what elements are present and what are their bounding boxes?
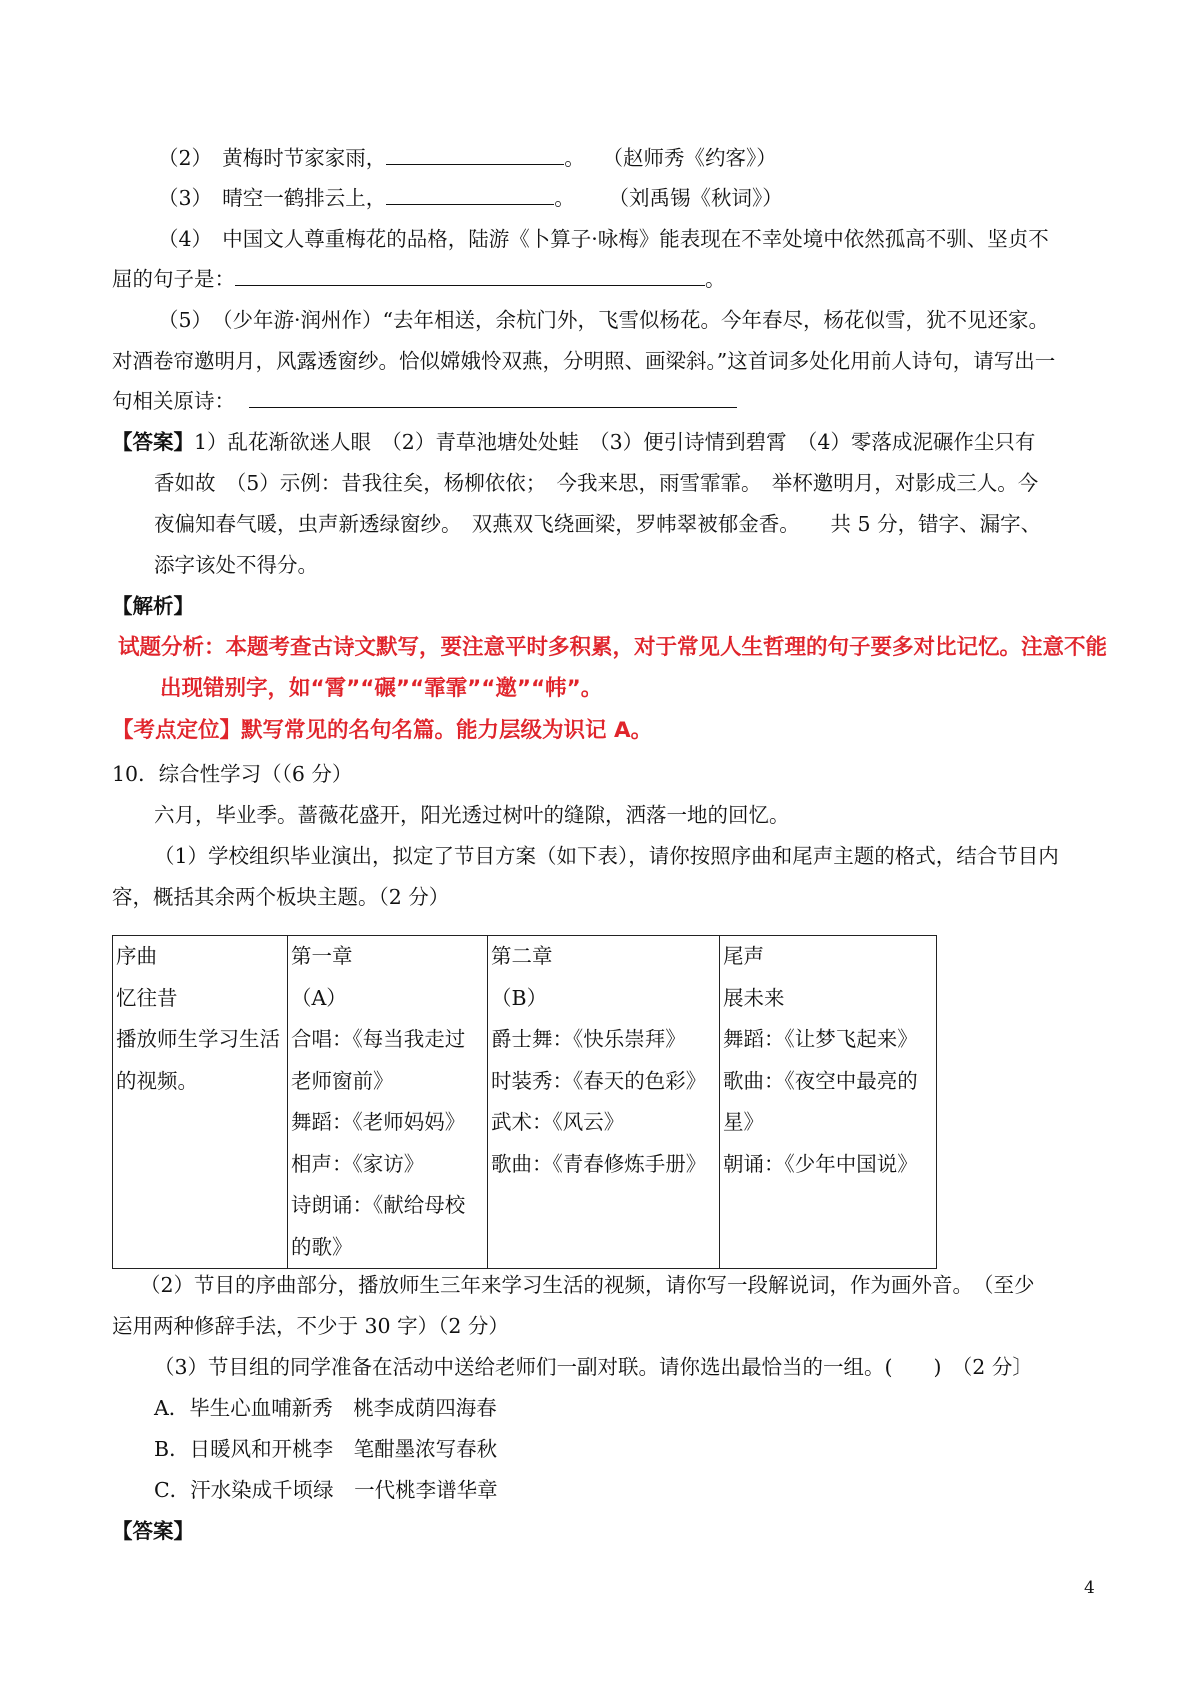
- analysis-line2: 出现错别字，如“霄”“碾”“霏霏”“邀”“帏”。: [160, 676, 603, 701]
- knowledge-point: 【考点定位】默写常见的名句名篇。能力层级为识记 A。: [112, 718, 653, 743]
- q9-item2-source: （赵师秀《约客》）: [612, 146, 777, 170]
- q10-answer-label: 【答案】: [112, 1519, 194, 1543]
- option-b[interactable]: B．日暖风和开桃李 笔酣墨浓写春秋: [154, 1437, 498, 1461]
- q9-item4-line1: （4） 中国文人尊重梅花的品格，陆游《卜算子·咏梅》能表现在不幸处境中依然孤高不驯、坚贞不: [158, 227, 1049, 251]
- q9-answer-line4: 添字该处不得分。: [154, 553, 318, 577]
- column-prelude: 序曲 忆往昔 播放师生学习生活 的视频。: [113, 936, 288, 1269]
- answer-label: 【答案】: [112, 430, 194, 454]
- q10-sub1-line1: （1）学校组织毕业演出，拟定了节目方案（如下表），请你按照序曲和尾声主题的格式，结合节目内: [154, 844, 1059, 868]
- q9-item3-source: （刘禹锡《秋词》）: [618, 186, 783, 210]
- program-table: [112, 935, 937, 1269]
- q10-sub2-line2: 运用两种修辞手法，不少于 30 字）（2 分）: [112, 1314, 509, 1338]
- column-epilogue: 尾声 展未来 舞蹈：《让梦飞起来》 歌曲：《夜空中最亮的 星》 朝诵：《少年中国说》: [720, 936, 937, 1269]
- q10-sub3-line1: （3）节目组的同学准备在活动中送给老师们一副对联。请你选出最恰当的一组。( ) （2 分〕: [154, 1355, 1033, 1379]
- q10-sub1-line2: 容，概括其余两个板块主题。（2 分）: [112, 885, 450, 909]
- q9-item2-blank[interactable]: [386, 144, 564, 165]
- analysis-label: 【解析】: [112, 594, 194, 618]
- q9-item5-line3: 句相关原诗：: [112, 387, 737, 415]
- column-chapter-two: 第二章 （B） 爵士舞：《快乐崇拜》 时装秀：《春天的色彩》 武术：《风云》 歌曲：《青春修炼手册》: [488, 936, 720, 1269]
- q9-item4-blank[interactable]: [235, 265, 705, 286]
- q9-item2: （2） 黄梅时节家家雨， 。 （赵师秀《约客》）: [158, 146, 777, 170]
- column-chapter-one: 第一章 （A） 合唱：《每当我走过 老师窗前》 舞蹈：《老师妈妈》 相声：《家访》 诗朗诵：《献给母校 的歌》: [288, 936, 488, 1269]
- q9-item3-text: （3） 晴空一鹤排云上，: [158, 186, 387, 210]
- page-number: 4: [1084, 1578, 1095, 1598]
- option-a[interactable]: A．毕生心血哺新秀 桃李成荫四海春: [154, 1396, 497, 1420]
- q9-answer-line2: 香如故 （5）示例：昔我往矣，杨柳依依； 今我来思，雨雪霏霏。 举杯邀明月，对影成三人。今: [154, 471, 1039, 495]
- option-c[interactable]: C．汗水染成千顷绿 一代桃李谱华章: [154, 1478, 498, 1502]
- q10-title: 10．综合性学习（（6 分）: [112, 762, 353, 786]
- blank-a[interactable]: （A）: [291, 985, 347, 1010]
- q10-intro: 六月，毕业季。蔷薇花盛开，阳光透过树叶的缝隙，洒落一地的回忆。: [154, 803, 790, 827]
- q9-item4-line2: 屈的句子是： 。: [112, 267, 726, 291]
- q9-answer-line3: 夜偏知春气暖，虫声新透绿窗纱。 双燕双飞绕画梁，罗帏翠被郁金香。 共 5 分，错字、漏字、: [154, 512, 1042, 536]
- q9-item3-blank[interactable]: [386, 184, 554, 205]
- q10-sub2-line1: （2）节目的序曲部分，播放师生三年来学习生活的视频，请你写一段解说词，作为画外音。 （至少: [140, 1273, 1035, 1297]
- q9-item2-text: （2） 黄梅时节家家雨，: [158, 146, 387, 170]
- q9-item3: （3） 晴空一鹤排云上， 。 （刘禹锡《秋词》）: [158, 186, 783, 210]
- q9-item5-line2: 对酒卷帘邀明月，风露透窗纱。恰似嫦娥怜双燕，分明照、画梁斜。”这首词多处化用前人诗句，请写出一: [112, 349, 1056, 373]
- blank-b[interactable]: （B）: [491, 985, 548, 1010]
- analysis-line1: 试题分析：本题考查古诗文默写，要注意平时多积累，对于常见人生哲理的句子要多对比记忆。注意不能: [118, 635, 1108, 660]
- q9-answer-line1: 【答案】1）乱花渐欲迷人眼 （2）青草池塘处处蛙 （3）便引诗情到碧霄 （4）零落成泥碾作尘只有: [112, 430, 1036, 454]
- q9-item5-line1: （5） （少年游·润州作）“去年相送，余杭门外，飞雪似杨花。今年春尽，杨花似雪，犹不见还家。: [158, 308, 1050, 332]
- q9-item5-blank[interactable]: [249, 387, 737, 408]
